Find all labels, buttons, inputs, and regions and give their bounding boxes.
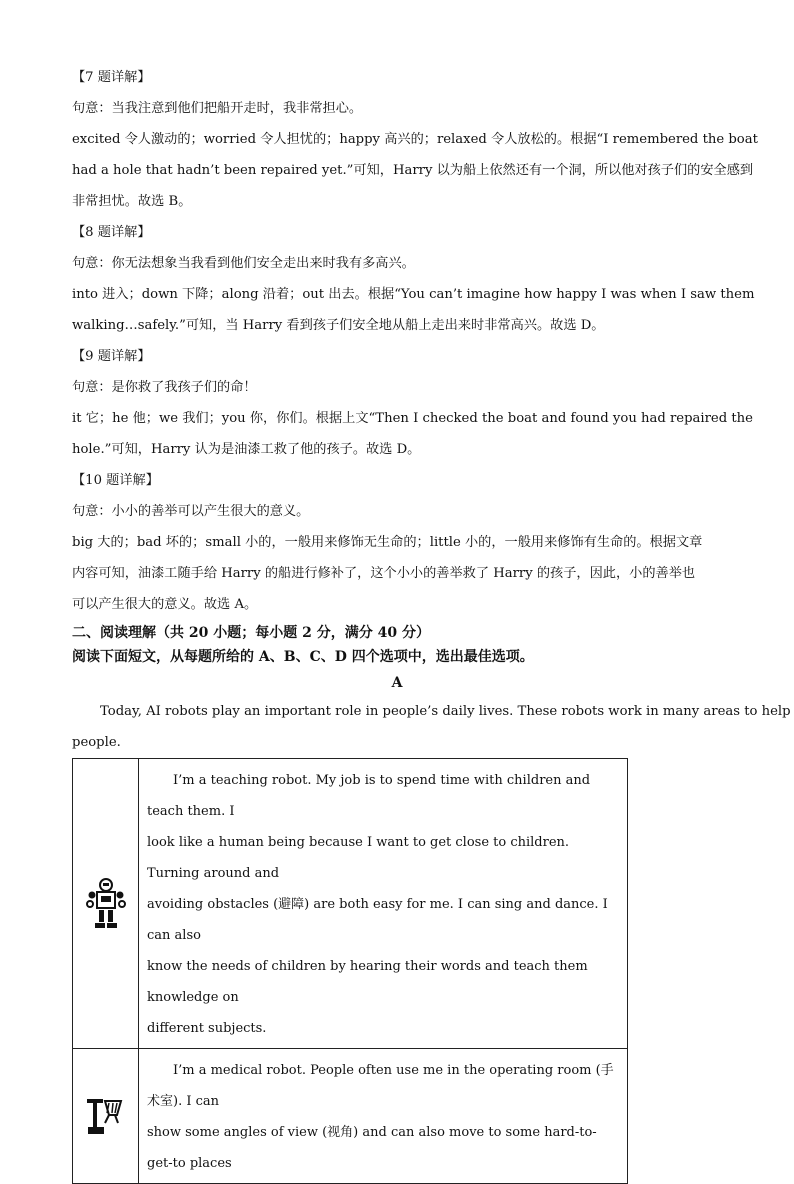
q8-heading: 【8 题详解】 [72, 225, 151, 240]
robot-text-line: show some angles of view (视角) and can also move to some hard-to-get-to places [147, 1125, 597, 1171]
robot-text-line: know the needs of children by hearing their words and teach them knowledge on [147, 959, 588, 1005]
q10-explanation-line-3: 可以产生很大的意义。故选 A。 [72, 597, 258, 612]
table-row [73, 759, 628, 1049]
table-row [73, 1049, 628, 1184]
passage-label: A [391, 675, 403, 691]
robot-text-line: look like a human being because I want to get close to children. Turning around and [147, 835, 570, 881]
robots-table [72, 758, 628, 1184]
q10-explanation-line-1: big 大的；bad 坏的；small 小的，一般用来修饰无生命的；little 小的，一般用来修饰有生命的。根据文章 [72, 535, 703, 550]
robot-text-line: avoiding obstacles (避障) are both easy for me. I can sing and dance. I can also [147, 897, 608, 943]
q7-meaning: 句意：当我注意到他们把船开走时，我非常担心。 [72, 101, 363, 116]
medical-robot-description [139, 1049, 628, 1184]
q10-meaning: 句意：小小的善举可以产生很大的意义。 [72, 504, 310, 519]
section-title: 二、阅读理解（共 20 小题；每小题 2 分，满分 40 分） [72, 625, 430, 641]
robot-image-cell [73, 759, 139, 1049]
section-instruction: 阅读下面短文，从每题所给的 A、B、C、D 四个选项中，选出最佳选项。 [72, 649, 534, 665]
document-body [72, 62, 791, 758]
teaching-robot-description [139, 759, 628, 1049]
teaching-robot-icon [74, 877, 137, 931]
medical-robot-icon [74, 1095, 137, 1137]
q9-explanation-line-2: hole.”可知，Harry 认为是油漆工救了他的孩子。故选 D。 [72, 442, 421, 457]
robot-text-line: I’m a teaching robot. My job is to spend time with children and teach them. I [147, 773, 591, 819]
q10-heading: 【10 题详解】 [72, 473, 159, 488]
q7-explanation-line-2: had a hole that hadn’t been repaired yet.”可知，Harry 以为船上依然还有一个洞，所以他对孩子们的安全感到 [72, 163, 754, 178]
q7-explanation-line-1: excited 令人激动的；worried 令人担忧的；happy 高兴的；relaxed 令人放松的。根据“I remembered the boat [72, 132, 758, 147]
passage-intro-line-2: people. [72, 735, 121, 750]
robot-text-line: I’m a medical robot. People often use me in the operating room (手术室). I can [147, 1063, 614, 1109]
q7-explanation-line-3: 非常担忧。故选 B。 [72, 194, 192, 209]
passage-intro-line-1: Today, AI robots play an important role in people’s daily lives. These robots work in many areas to help [100, 704, 791, 719]
q8-meaning: 句意：你无法想象当我看到他们安全走出来时我有多高兴。 [72, 256, 415, 271]
robot-image-cell [73, 1049, 139, 1184]
q10-explanation-line-2: 内容可知，油漆工随手给 Harry 的船进行修补了，这个小小的善举救了 Harry 的孩子，因此，小的善举也 [72, 566, 696, 581]
q8-explanation-line-2: walking…safely.”可知，当 Harry 看到孩子们安全地从船上走出来时非常高兴。故选 D。 [72, 318, 605, 333]
q8-explanation-line-1: into 进入；down 下降；along 沿着；out 出去。根据“You can’t imagine how happy I was when I saw them [72, 287, 755, 302]
q9-explanation-line-1: it 它；he 他；we 我们；you 你，你们。根据上文“Then I checked the boat and found you had repaired the [72, 411, 753, 426]
q7-heading: 【7 题详解】 [72, 70, 151, 85]
q9-meaning: 句意：是你救了我孩子们的命！ [72, 380, 257, 395]
q9-heading: 【9 题详解】 [72, 349, 151, 364]
robot-text-line: different subjects. [147, 1021, 267, 1036]
